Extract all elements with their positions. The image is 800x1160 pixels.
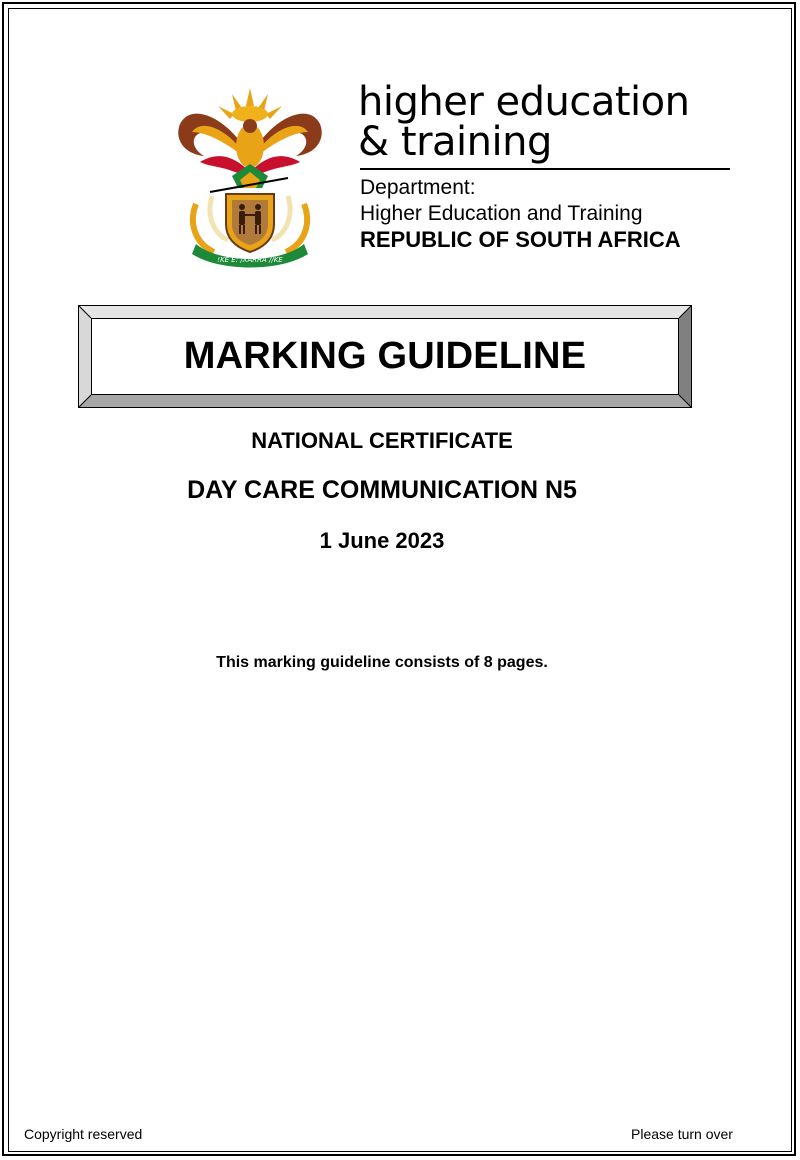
subject-heading: DAY CARE COMMUNICATION N5 bbox=[187, 476, 577, 504]
brand-divider bbox=[360, 168, 730, 170]
document-title: MARKING GUIDELINE bbox=[183, 335, 587, 377]
page-count-note: This marking guideline consists of 8 pages. bbox=[216, 654, 548, 671]
brand-logo-line-2: & training bbox=[358, 119, 552, 165]
brand-logo-line-1: higher education bbox=[358, 79, 690, 125]
title-box-face bbox=[91, 318, 679, 395]
coat-of-arms-logo bbox=[170, 84, 330, 268]
department-name: Higher Education and Training bbox=[360, 202, 643, 225]
country-name: REPUBLIC OF SOUTH AFRICA bbox=[360, 227, 681, 252]
certificate-heading: NATIONAL CERTIFICATE bbox=[251, 428, 513, 453]
coat-motto: !KE E: /XARRA //KE bbox=[217, 256, 283, 264]
exam-date: 1 June 2023 bbox=[319, 528, 445, 553]
title-box bbox=[78, 305, 692, 408]
footer-copyright: Copyright reserved bbox=[24, 1126, 143, 1142]
footer-turn-over: Please turn over bbox=[631, 1126, 733, 1142]
department-label: Department: bbox=[360, 176, 476, 199]
